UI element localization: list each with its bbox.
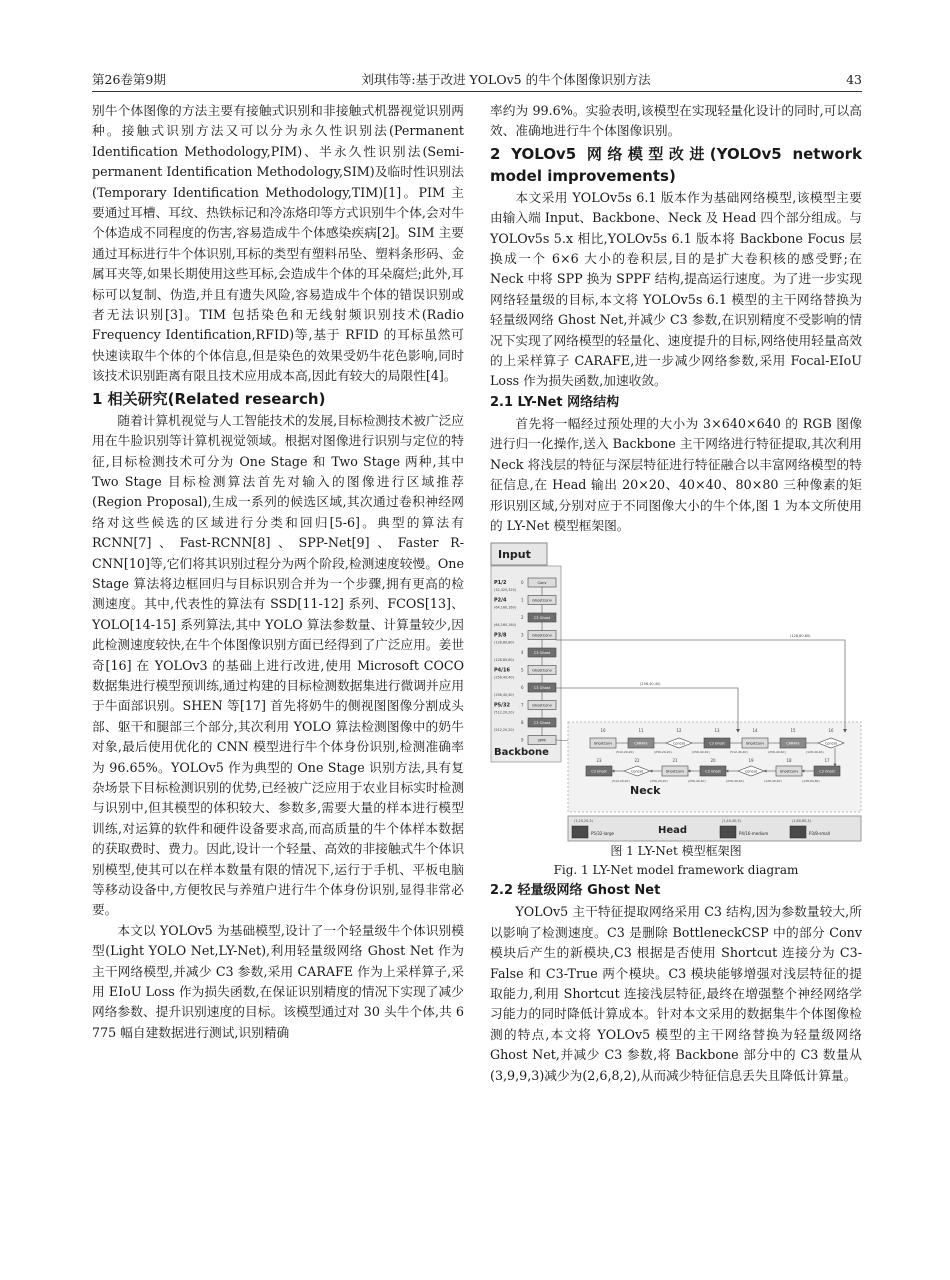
running-header bbox=[92, 68, 862, 90]
neck-block-label: GhostConv bbox=[593, 741, 613, 746]
layer-index: 0 bbox=[521, 580, 524, 586]
left-column bbox=[92, 101, 464, 1043]
neck-block-label: CARAFE bbox=[786, 741, 800, 746]
layer-index: 6 bbox=[521, 685, 524, 691]
neck-index: 13 bbox=[714, 728, 720, 734]
neck-dim: (512,20,20) bbox=[616, 750, 634, 755]
backbone-block-label: GhostConv bbox=[532, 703, 552, 708]
layer-stage-label: P5/32 bbox=[494, 702, 510, 709]
layer-dim: (32,320,320) bbox=[494, 588, 517, 593]
neck-dim: (512,20,20) bbox=[612, 779, 630, 784]
skip-dim: (256,40,40) bbox=[640, 682, 661, 687]
neck-index: 18 bbox=[786, 758, 792, 764]
head-output-thumbnail bbox=[720, 826, 736, 838]
neck-dim: (256,20,20) bbox=[650, 779, 668, 784]
layer-dim: (512,20,20) bbox=[494, 710, 514, 715]
neck-index: 23 bbox=[596, 758, 602, 764]
diagram-svg bbox=[490, 542, 862, 842]
neck-index: 21 bbox=[672, 758, 678, 764]
head-output-name: P3/8-small bbox=[809, 831, 830, 837]
neck-dim: (256,40,40) bbox=[726, 779, 744, 784]
layer-index: 3 bbox=[521, 632, 524, 638]
neck-index: 15 bbox=[790, 728, 796, 734]
neck-block-label: Concat bbox=[825, 741, 837, 746]
neck-index: 12 bbox=[676, 728, 682, 734]
backbone-block-label: GhostConv bbox=[532, 633, 552, 638]
neck-dim: (128,80,80) bbox=[802, 779, 820, 784]
neck-block-label: CARAFE bbox=[634, 741, 648, 746]
head-output-dim: (1,80,80,3) bbox=[792, 819, 811, 824]
neck-dim: (512,40,40) bbox=[730, 750, 748, 755]
neck-block-label: C3 Ghost bbox=[705, 769, 721, 774]
layer-dim: (512,20,20) bbox=[494, 728, 514, 733]
neck-dim: (256,40,40) bbox=[768, 750, 786, 755]
layer-stage-label: P3/8 bbox=[494, 632, 507, 639]
layer-index: 5 bbox=[521, 667, 524, 673]
backbone-block-label: GhostConv bbox=[532, 598, 552, 603]
backbone-label: Backbone bbox=[494, 747, 549, 759]
neck-block-label: C3 Ghost bbox=[709, 741, 725, 746]
layer-index: 1 bbox=[521, 597, 524, 603]
neck-label: Neck bbox=[630, 784, 661, 798]
section-1-heading: 1 相关研究(Related research) bbox=[92, 389, 326, 408]
backbone-block-label: C3 Ghost bbox=[533, 721, 551, 726]
section-2-1-heading: 2.1 LY-Net 网络结构 bbox=[490, 394, 620, 410]
head-output-dim: (1,20,20,3) bbox=[574, 819, 593, 824]
layer-index: 4 bbox=[521, 650, 524, 656]
head-output-thumbnail bbox=[790, 826, 806, 838]
neck-dim: (128,40,40) bbox=[806, 750, 824, 755]
head-output-name: P5/32-large bbox=[591, 831, 614, 837]
layer-stage-label: P1/2 bbox=[494, 580, 507, 587]
paragraph: 别牛个体图像的方法主要有接触式识别和非接触式机器视觉识别两种。接触式识别方法又可以分为永久性识别法(Permanent Identification Methodology,PIM)、半永久性识别法(Semi-permanent Identification Methodology,SIM)及临时性识别法(Temporary Identification Methodology,TIM)[1]。PIM 主要通过耳槽、耳纹、热铁标记和冷冻烙印等方式识别牛个体,会对牛个体造成不同程度的伤害,容易造成牛个体感染疾病[2]。SIM 主要通过耳标进行牛个体识别,耳标的类型有塑料吊坠、塑料条形码、金属耳夹等,如果长期使用这些耳标,会造成牛个体的耳朵腐烂;此外,耳标可以复制、伪造,并且有遗失风险,容易造成牛个体的错误识别或者无法识别[3]。TIM 包括染色和无线射频识别技术(Radio Frequency Identification,RFID)等,基于 RFID 的耳标虽然可快速读取牛个体的个体信息,但是染色的效果受奶牛花色影响,同时该技术识别距离有限且技术应用成本高,因此有较大的局限性[4]。 bbox=[92, 103, 464, 384]
paragraph: 首先将一幅经过预处理的大小为 3×640×640 的 RGB 图像进行归一化操作,送入 Backbone 主干网络进行特征提取,其次利用 Neck 将浅层的特征与深层特征进行特征融合以丰富网络模型的特征信息,在 Head 输出 20×20、40×40、80×80 三种像素的矩形识别区域,分别对应于不同图像大小的牛个体,图 1 为本文所使用的 LY-Net 模型框架图。 bbox=[490, 415, 862, 533]
head-output-name: P4/16-medium bbox=[739, 831, 769, 837]
neck-block-label: GhostConv bbox=[665, 769, 685, 774]
layer-dim: (64,160,160) bbox=[494, 605, 517, 610]
head-region bbox=[568, 816, 861, 841]
layer-index: 7 bbox=[521, 702, 524, 708]
neck-block-label: Concat bbox=[673, 741, 685, 746]
neck-block-label: C3 Ghost bbox=[591, 769, 607, 774]
input-label: Input bbox=[498, 548, 531, 562]
neck-block-label: Concat bbox=[631, 769, 643, 774]
backbone-block-label: GhostConv bbox=[532, 668, 552, 673]
neck-index: 11 bbox=[638, 728, 644, 734]
backbone-block-label: SPPF bbox=[537, 738, 547, 743]
header-rule bbox=[92, 91, 862, 92]
neck-block-label: GhostConv bbox=[745, 741, 765, 746]
neck-index: 17 bbox=[824, 758, 830, 764]
neck-block-label: C3 Ghost bbox=[819, 769, 835, 774]
layer-index: 9 bbox=[521, 737, 524, 743]
layer-stage-label: P2/4 bbox=[494, 597, 507, 604]
layer-dim: (128,80,80) bbox=[494, 658, 514, 663]
head-output-dim: (1,40,40,3) bbox=[722, 819, 741, 824]
layer-dim: (256,40,40) bbox=[494, 675, 514, 680]
neck-dim: (256,40,40) bbox=[688, 779, 706, 784]
figure-caption-en: Fig. 1 LY-Net model framework diagram bbox=[553, 863, 799, 878]
neck-dim: (256,20,20) bbox=[654, 750, 672, 755]
layer-dim: (256,40,40) bbox=[494, 693, 514, 698]
neck-index: 20 bbox=[710, 758, 716, 764]
layer-index: 2 bbox=[521, 615, 524, 621]
neck-index: 22 bbox=[634, 758, 640, 764]
neck-index: 19 bbox=[748, 758, 754, 764]
paragraph: 本文采用 YOLOv5s 6.1 版本作为基础网络模型,该模型主要由输入端 Input、Backbone、Neck 及 Head 四个部分组成。与 YOLOv5s 5.x 相比,YOLOv5s 6.1 版本将 Backbone Focus 层换成一个 6×6 大小的卷积层,目的是扩大卷积核的感受野;在 Neck 中将 SPP 换为 SPPF 结构,提高运行速度。为了进一步实现网络轻量级的目标,本文将 YOLOv5s 6.1 模型的主干网络替换为轻量级网络 Ghost Net,并减少 C3 参数,在识别精度不受影响的情况下实现了网络模型的轻量化、速度提升的目标,网络使用轻量高效的上采样算子 CARAFE,进一步减少网络参数,采用 Focal-EIoU Loss 作为损失函数,加速收敛。 bbox=[490, 189, 862, 389]
right-column bbox=[490, 101, 862, 1086]
paragraph: YOLOv5 主干特征提取网络采用 C3 结构,因为参数量较大,所以影响了检测速度。C3 是删除 BottleneckCSP 中的部分 Conv 模块后产生的新模块,C3 根据是否使用 Shortcut 连接分为 C3-False 和 C3-True 两个模块。C3 模块能够增强对浅层特征的提取能力,利用 Shortcut 连接浅层特征,最终在增强整个神经网络学习能力的同时降低计算成本。针对本文采用的数据集牛个体图像检测的特点,本文将 YOLOv5 模型的主干网络替换为轻量级网络 Ghost Net,并减少 C3 参数,将 Backbone 部分中的 C3 数量从(3,9,9,3)减少为(2,6,8,2),从而减少特征信息丢失且降低计算量。 bbox=[490, 904, 862, 1083]
neck-index: 16 bbox=[828, 728, 834, 734]
backbone-block-label: C3 Ghost bbox=[533, 651, 551, 656]
journal-issue: 第26卷第9期 bbox=[92, 72, 166, 87]
backbone-block-label: Conv bbox=[537, 581, 547, 586]
head-output-thumbnail bbox=[572, 826, 588, 838]
paragraph: 本文以 YOLOv5 为基础模型,设计了一个轻量级牛个体识别模型(Light YOLO Net,LY-Net),利用轻量级网络 Ghost Net 作为主干网络模型,并减少 C3 参数,采用 CARAFE 作为上采样算子,采用 EIoU Loss 作为损失函数,在保证识别精度的情况下实现了减少网络参数、提升识别速度的目标。该模型通过对 30 头牛个体,共 6 775 幅自建数据进行测试,识别精确 bbox=[92, 922, 464, 1040]
head-label: Head bbox=[658, 825, 688, 837]
page-number: 43 bbox=[846, 71, 862, 87]
neck-block-label: GhostConv bbox=[779, 769, 799, 774]
running-title: 刘琪伟等:基于改进 YOLOv5 的牛个体图像识别方法 bbox=[361, 72, 651, 87]
neck-dim: (128,40,40) bbox=[764, 779, 782, 784]
layer-dim: (64,160,160) bbox=[494, 623, 517, 628]
layer-index: 8 bbox=[521, 720, 524, 726]
neck-index: 14 bbox=[752, 728, 758, 734]
neck-dim: (256,40,40) bbox=[692, 750, 710, 755]
paragraph: 随着计算机视觉与人工智能技术的发展,目标检测技术被广泛应用在牛脸识别等计算机视觉领域。根据对图像进行识别与定位的特征,目标检测技术可分为 One Stage 和 Two Stage 两种,其中 Two Stage 目标检测算法首先对输入的图像进行区域推荐(Region Proposal),生成一系列的候选区域,其次通过卷积神经网络对这些候选的区域进行分类和回归[5-6]。典型的算法有 RCNN[7]、Fast-RCNN[8]、SPP-Net[9]、Faster R-CNN[10]等,它们将其识别过程分为两个阶段,检测速度较慢。One Stage 算法将边框回归与目标识别合并为一个步骤,拥有更高的检测速度。其中,代表性的算法有 SSD[11-12] 系列、FCOS[13]、YOLO[14-15] 系列算法,其中 YOLO 算法参数量、计算量较少,因此检测速度较快,在牛个体图像识别方面已经得到了广泛应用。姜世奇[16] 在 YOLOv3 的基础上进行改进,使用 Microsoft COCO 数据集进行模型预训练,通过构建的目标检测数据集进行微调并应用于牛面部识别。SHEN 等[17] 首先将奶牛的侧视图图像分割成头部、躯干和腿部三个部分,其次利用 YOLO 算法检测图像中的奶牛对象,最后使用优化的 CNN 模型进行牛个体身份识别,检测准确率为 96.65%。YOLOv5 作为典型的 One Stage 识别方法,具有复杂场景下目标检测识别的优势,已经被广泛应用于农业目标实时检测与识别中,但其模型的体积较大、参数多,需要大量的样本进行模型训练,对运算的软件和硬件设备要求高,而高质量的牛个体样本数据的获取费时、费力。因此,设计一个轻量、高效的非接触式牛个体识别模型,使其可以在样本数量有限的情况下,运行于手机、平板电脑等移动设备中,方便牧民与养殖户进行牛个体身份识别,显得非常必要。 bbox=[92, 412, 464, 918]
skip-connection-p3 bbox=[556, 640, 845, 732]
backbone-block-label: C3 Ghost bbox=[533, 616, 551, 621]
skip-dim: (128,80,80) bbox=[790, 634, 811, 639]
neck-block-label: Concat bbox=[745, 769, 757, 774]
layer-stage-label: P4/16 bbox=[494, 667, 510, 674]
neck-index: 10 bbox=[600, 728, 606, 734]
backbone-block-label: C3 Ghost bbox=[533, 686, 551, 691]
figure-caption-cn: 图 1 LY-Net 模型框架图 bbox=[610, 844, 742, 859]
section-2-2-heading: 2.2 轻量级网络 Ghost Net bbox=[490, 883, 661, 899]
ly-net-framework-diagram bbox=[490, 542, 862, 842]
section-2-heading: 2 YOLOv5 网络模型改进(YOLOv5 network model improvements) bbox=[490, 144, 862, 185]
paragraph: 率约为 99.6%。实验表明,该模型在实现轻量化设计的同时,可以高效、准确地进行牛个体图像识别。 bbox=[490, 103, 862, 139]
layer-dim: (128,80,80) bbox=[494, 640, 514, 645]
